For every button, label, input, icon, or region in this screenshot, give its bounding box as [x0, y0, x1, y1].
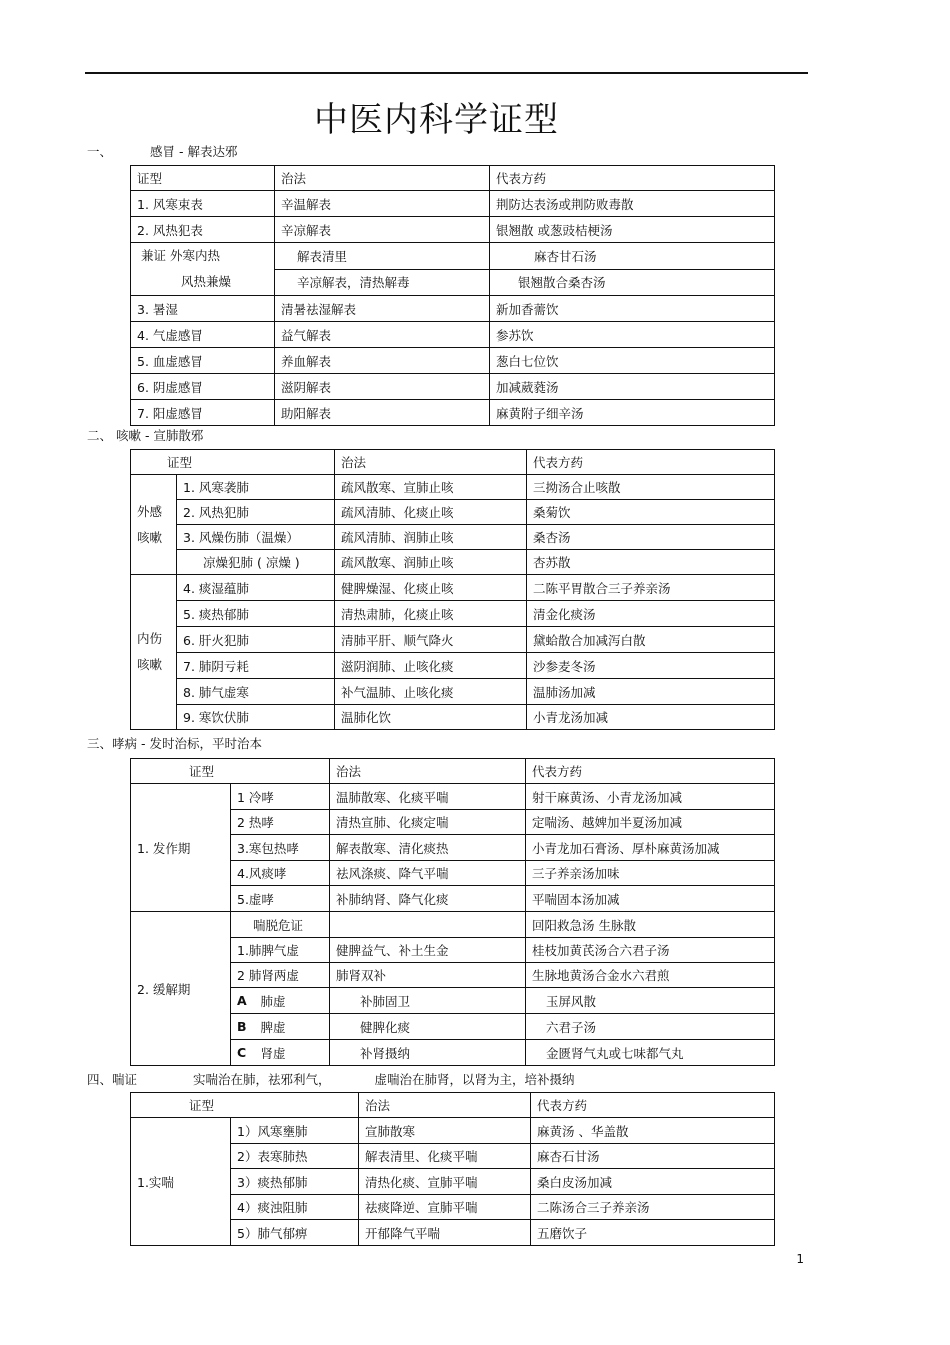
cell-formula: 五磨饮子	[531, 1220, 775, 1246]
table-header-row	[131, 759, 775, 784]
cell-method: 开郁降气平喘	[359, 1220, 531, 1246]
page-number: 1	[796, 1252, 804, 1266]
cell-formula: 桑杏汤	[527, 525, 775, 550]
cell-type: 1. 风寒束表	[131, 191, 275, 217]
section-1-heading	[87, 142, 237, 160]
cell-method: 清肺平肝、顺气降火	[335, 627, 527, 653]
cell-type: 1. 风寒袭肺	[177, 475, 335, 500]
cell-formula: 黛蛤散合加减泻白散	[527, 627, 775, 653]
cell-type: 3）痰热郁肺	[231, 1169, 359, 1195]
header-cell: 代表方药	[490, 166, 775, 191]
cell-formula: 参苏饮	[490, 322, 775, 348]
cell-type: 1.肺脾气虚	[231, 938, 330, 963]
cell-type: 喘脱危证	[231, 912, 330, 938]
cell-formula: 桑白皮汤加减	[531, 1169, 775, 1195]
table-row	[131, 1118, 775, 1144]
cell-method: 肺肾双补	[330, 963, 526, 988]
table-header-row	[131, 450, 775, 475]
group-cell-fazuoqi: 1. 发作期	[131, 784, 231, 912]
cell-method: 补气温肺、止咳化痰	[335, 679, 527, 705]
table-ganmao	[130, 165, 775, 426]
table-row	[131, 191, 775, 217]
header-cell: 证型	[131, 1093, 359, 1118]
cell-formula: 荆防达表汤或荆防败毒散	[490, 191, 775, 217]
table-row	[131, 400, 775, 426]
table-row	[131, 243, 775, 270]
table-row	[131, 601, 775, 627]
cell-sub-type: 肾虚	[255, 1040, 330, 1066]
cell-type: 2）表寒肺热	[231, 1144, 359, 1169]
section-4-note-b: 虚喘治在肺肾，以肾为主，培补摄纳	[374, 1072, 575, 1087]
cell-method: 解表散寒、清化痰热	[330, 835, 526, 861]
table-row	[131, 348, 775, 374]
cell-method: 温肺散寒、化痰平喘	[330, 784, 526, 810]
cell-method: 健脾化痰	[330, 1014, 526, 1040]
cell-method: 养血解表	[275, 348, 490, 374]
cell-formula: 麻黄汤 、华盖散	[531, 1118, 775, 1144]
cell-method: 补肺固卫	[330, 988, 526, 1014]
cell-type: 4. 痰湿蕴肺	[177, 575, 335, 601]
header-cell: 证型	[131, 759, 330, 784]
header-cell: 治法	[359, 1093, 531, 1118]
cell-formula: 二陈平胃散合三子养亲汤	[527, 575, 775, 601]
section-4-heading	[87, 1070, 575, 1088]
cell-sub-type: 肺虚	[255, 988, 330, 1014]
cell-type: 5. 血虚感冒	[131, 348, 275, 374]
cell-method: 健脾燥湿、化痰止咳	[335, 575, 527, 601]
cell-formula: 玉屏风散	[526, 988, 775, 1014]
cell-formula: 定喘汤、越婢加半夏汤加减	[526, 810, 775, 835]
cell-formula: 生脉地黄汤合金水六君煎	[526, 963, 775, 988]
header-cell: 证型	[131, 166, 275, 191]
group-label-a: 内伤	[137, 631, 163, 646]
cell-method: 健脾益气、补土生金	[330, 938, 526, 963]
table-xiaobing	[130, 758, 775, 1066]
cell-method: 滋阴解表	[275, 374, 490, 400]
cell-type: 2 肺肾两虚	[231, 963, 330, 988]
cell-type: 5）肺气郁痹	[231, 1220, 359, 1246]
cell-method: 补肺纳肾、降气化痰	[330, 886, 526, 912]
header-cell: 代表方药	[526, 759, 775, 784]
cell-formula: 杏苏散	[527, 550, 775, 575]
cell-method	[330, 912, 526, 938]
cell-method: 宣肺散寒	[359, 1118, 531, 1144]
cell-formula: 加减葳蕤汤	[490, 374, 775, 400]
cell-sub-letter: A	[231, 988, 255, 1014]
table-row	[131, 322, 775, 348]
section-3-heading: 三、哮病 - 发时治标，平时治本	[87, 736, 262, 751]
table-chuanzheng	[130, 1092, 775, 1246]
table-row	[131, 627, 775, 653]
cell-type: 5.虚哮	[231, 886, 330, 912]
cell-formula: 三拗汤合止咳散	[527, 475, 775, 500]
cell-formula: 清金化痰汤	[527, 601, 775, 627]
combo-label-a: 兼证 外寒内热	[141, 248, 220, 263]
cell-type: 3. 风燥伤肺（温燥）	[177, 525, 335, 550]
table-row	[131, 679, 775, 705]
cell-method: 辛温解表	[275, 191, 490, 217]
section-1-title: 感冒 - 解表达邪	[150, 144, 238, 159]
cell-formula: 三子养亲汤加味	[526, 861, 775, 886]
cell-formula: 麻杏甘石汤	[490, 243, 775, 270]
table-kesou	[130, 449, 775, 730]
table-header-row	[131, 1093, 775, 1118]
cell-type: 3. 暑湿	[131, 296, 275, 322]
cell-method: 解表清里、化痰平喘	[359, 1144, 531, 1169]
group-label-b: 咳嗽	[137, 657, 163, 672]
cell-sub-letter: B	[231, 1014, 255, 1040]
document-title: 中医内科学证型	[314, 100, 559, 140]
table-row	[131, 500, 775, 525]
cell-type: 3.寒包热哮	[231, 835, 330, 861]
header-cell: 代表方药	[527, 450, 775, 475]
cell-formula: 射干麻黄汤、小青龙汤加减	[526, 784, 775, 810]
cell-formula: 六君子汤	[526, 1014, 775, 1040]
cell-method: 辛凉解表，清热解毒	[275, 269, 490, 296]
cell-formula: 新加香薷饮	[490, 296, 775, 322]
cell-method: 温肺化饮	[335, 705, 527, 730]
table-row	[131, 475, 775, 500]
cell-formula: 银翘散合桑杏汤	[490, 269, 775, 296]
cell-method: 清热肃肺，化痰止咳	[335, 601, 527, 627]
header-cell: 治法	[330, 759, 526, 784]
cell-type: 4）痰浊阻肺	[231, 1195, 359, 1220]
cell-method: 益气解表	[275, 322, 490, 348]
section-1-number: 一、	[87, 144, 113, 159]
cell-formula: 温肺汤加减	[527, 679, 775, 705]
cell-sub-type: 脾虚	[255, 1014, 330, 1040]
header-cell: 治法	[275, 166, 490, 191]
cell-formula: 桂枝加黄芪汤合六君子汤	[526, 938, 775, 963]
cell-method: 清热化痰、宣肺平喘	[359, 1169, 531, 1195]
cell-method: 疏风散寒、润肺止咳	[335, 550, 527, 575]
group-label-a: 外感	[137, 503, 163, 519]
cell-type: 7. 阳虚感冒	[131, 400, 275, 426]
cell-formula: 平喘固本汤加减	[526, 886, 775, 912]
table-row	[131, 296, 775, 322]
cell-method: 补肾摄纳	[330, 1040, 526, 1066]
cell-formula: 沙参麦冬汤	[527, 653, 775, 679]
header-cell: 治法	[335, 450, 527, 475]
table-row	[131, 912, 775, 938]
cell-method: 滋阴润肺、止咳化痰	[335, 653, 527, 679]
table-row	[131, 374, 775, 400]
table-row	[131, 217, 775, 243]
cell-formula: 小青龙加石膏汤、厚朴麻黄汤加减	[526, 835, 775, 861]
cell-type: 1）风寒壅肺	[231, 1118, 359, 1144]
cell-type: 2 热哮	[231, 810, 330, 835]
cell-type: 凉燥犯肺 ( 凉燥 )	[177, 550, 335, 575]
group-cell-huanjieqi: 2. 缓解期	[131, 912, 231, 1066]
cell-method: 祛痰降逆、宣肺平喘	[359, 1195, 531, 1220]
table-row	[131, 525, 775, 550]
header-cell: 代表方药	[531, 1093, 775, 1118]
cell-type: 2. 风热犯表	[131, 217, 275, 243]
table-header-row	[131, 166, 775, 191]
table-row	[131, 653, 775, 679]
cell-formula: 桑菊饮	[527, 500, 775, 525]
cell-formula: 小青龙汤加减	[527, 705, 775, 730]
cell-type: 2. 风热犯肺	[177, 500, 335, 525]
group-cell-neishang	[131, 575, 177, 730]
cell-type: 1 冷哮	[231, 784, 330, 810]
cell-type: 5. 痰热郁肺	[177, 601, 335, 627]
group-label-b: 咳嗽	[137, 529, 163, 545]
cell-type: 6. 肝火犯肺	[177, 627, 335, 653]
cell-method: 祛风涤痰、降气平喘	[330, 861, 526, 886]
cell-method: 解表清里	[275, 243, 490, 270]
cell-formula: 麻黄附子细辛汤	[490, 400, 775, 426]
cell-type: 4. 气虚感冒	[131, 322, 275, 348]
cell-sub-letter: C	[231, 1040, 255, 1066]
combo-label-b: 风热兼燥	[181, 274, 232, 289]
section-2-heading: 二、 咳嗽 - 宣肺散邪	[87, 428, 204, 443]
cell-method: 助阳解表	[275, 400, 490, 426]
table-row	[131, 705, 775, 730]
cell-type: 7. 肺阴亏耗	[177, 653, 335, 679]
cell-method: 辛凉解表	[275, 217, 490, 243]
cell-method: 疏风清肺、润肺止咳	[335, 525, 527, 550]
cell-formula: 葱白七位饮	[490, 348, 775, 374]
cell-type: 9. 寒饮伏肺	[177, 705, 335, 730]
cell-method: 清热宣肺、化痰定喘	[330, 810, 526, 835]
table-row	[131, 550, 775, 575]
cell-type: 4.风痰哮	[231, 861, 330, 886]
table-row	[131, 575, 775, 601]
cell-type: 8. 肺气虚寒	[177, 679, 335, 705]
header-cell: 证型	[131, 450, 335, 475]
table-row	[131, 784, 775, 810]
cell-formula: 金匮肾气丸或七味都气丸	[526, 1040, 775, 1066]
cell-formula: 麻杏石甘汤	[531, 1144, 775, 1169]
cell-type: 6. 阴虚感冒	[131, 374, 275, 400]
cell-method: 疏风散寒、宣肺止咳	[335, 475, 527, 500]
group-cell-shichuan: 1.实喘	[131, 1118, 231, 1246]
cell-formula: 回阳救急汤 生脉散	[526, 912, 775, 938]
section-4-note-a: 实喘治在肺，祛邪利气，	[193, 1072, 331, 1087]
group-cell-waigan	[131, 475, 177, 575]
cell-method: 疏风清肺、化痰止咳	[335, 500, 527, 525]
cell-formula: 二陈汤合三子养亲汤	[531, 1195, 775, 1220]
cell-method: 清暑祛湿解表	[275, 296, 490, 322]
section-4-title: 四、喘证	[87, 1072, 138, 1087]
cell-combo-type	[131, 243, 275, 296]
top-rule	[85, 72, 808, 74]
cell-formula: 银翘散 或葱豉桔梗汤	[490, 217, 775, 243]
